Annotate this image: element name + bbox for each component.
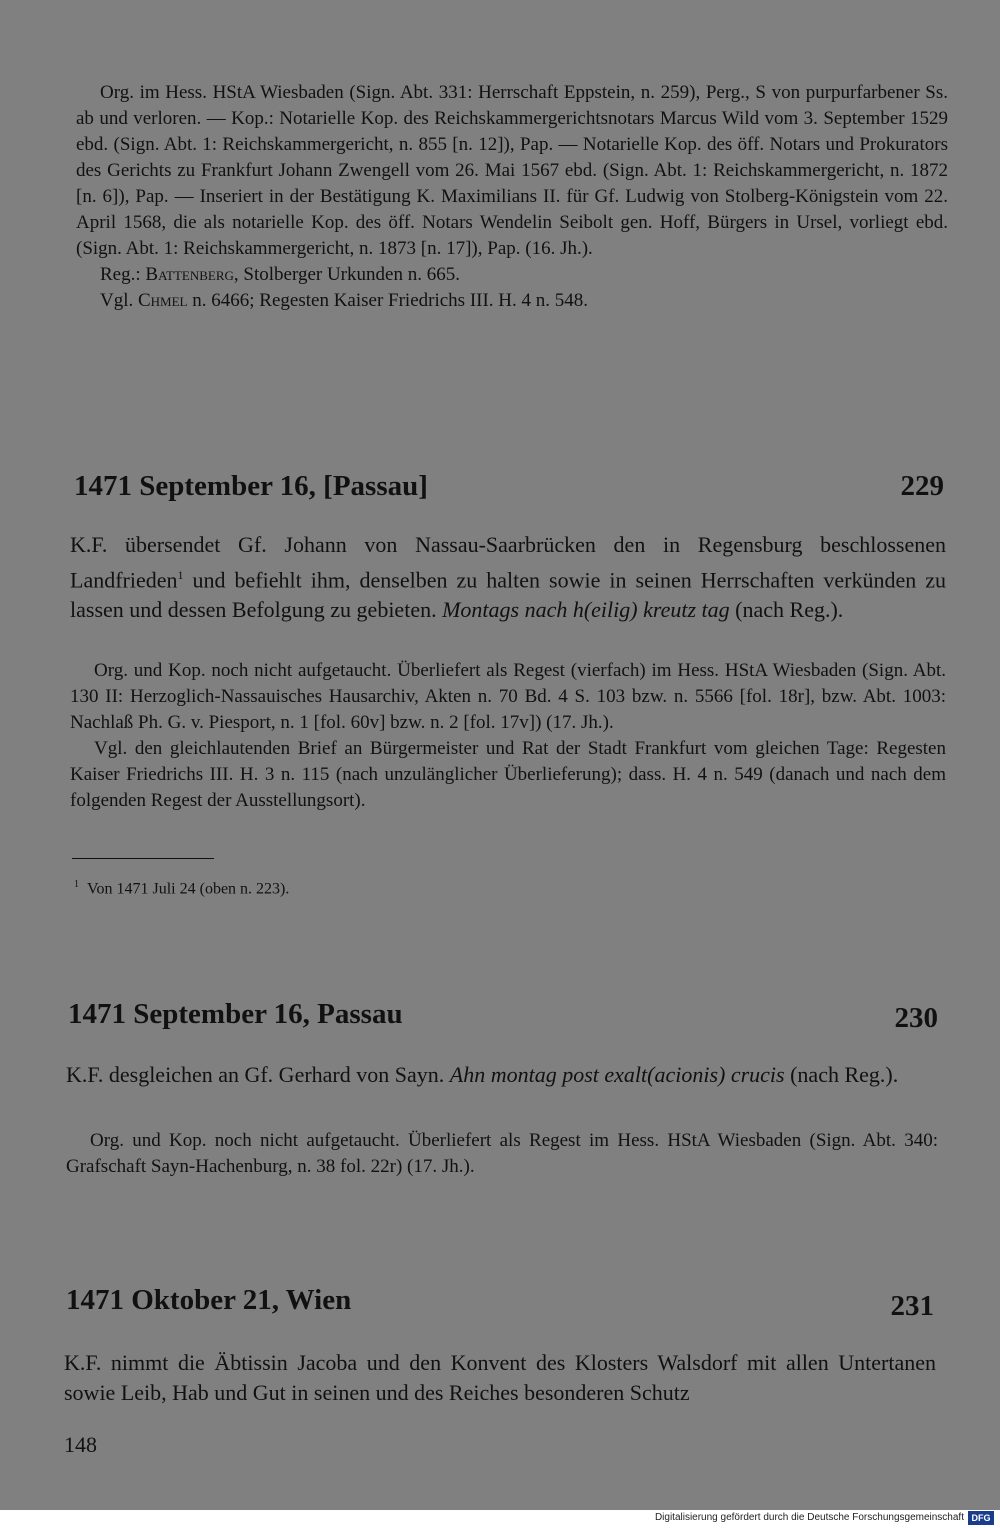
intro-reg-note: Reg.: Battenberg, Stolberger Urkunden n. 665. bbox=[100, 264, 460, 285]
entry-230-regest bbox=[66, 1060, 938, 1090]
footnote-rule bbox=[72, 858, 214, 859]
entry-231-main: K.F. nimmt die Äbtissin Jacoba und den Konvent des Klosters Walsdorf mit allen Untertanen sowie Leib, Hab und Gut in seinen und des Reiches besonderen Schutz bbox=[64, 1350, 936, 1405]
footnote-mark: 1 bbox=[177, 568, 184, 582]
entry-229-number: 229 bbox=[900, 470, 944, 502]
entry-231-number: 231 bbox=[890, 1290, 934, 1322]
author-chmel: Chmel bbox=[138, 290, 188, 311]
footer-credit: Digitalisierung gefördert durch die Deutsche Forschungsgemeinschaft bbox=[654, 1512, 964, 1523]
entry-230-main: K.F. desgleichen an Gf. Gerhard von Sayn. Ahn montag post exalt(acionis) crucis (nach Reg.). bbox=[66, 1062, 899, 1087]
entry-229-regest bbox=[70, 530, 946, 625]
intro-vgl-note: Vgl. Chmel n. 6466; Regesten Kaiser Friedrichs III. H. 4 n. 548. bbox=[100, 290, 589, 311]
entry-229-footnote: $^1$ Von 1471 Juli 24 (oben n. 223). bbox=[74, 879, 290, 898]
page-number: 148 bbox=[64, 1432, 97, 1457]
intro-notes bbox=[76, 80, 948, 314]
entry-231-regest bbox=[64, 1348, 936, 1408]
entry-229-main: K.F. übersendet Gf. Johann von Nassau-Saarbrücken den in Regensburg beschlossenen Landfrieden$^1$ und befiehlt ihm, denselben zu halten sowie in seinen Herrschaften verkünden zu lassen und dessen Befolgung zu gebieten. Montags nach h(eilig) kreutz tag (nach Reg.). bbox=[70, 532, 946, 623]
entry-229-heading: 1471 September 16, [Passau] bbox=[74, 470, 428, 502]
author-battenberg: Battenberg bbox=[145, 264, 234, 285]
entry-230-heading: 1471 September 16, Passau bbox=[68, 998, 403, 1030]
entry-230-notes bbox=[66, 1128, 938, 1180]
entry-229-archive-note: Org. und Kop. noch nicht aufgetaucht. Überliefert als Regest (vierfach) im Hess. HStA Wiesbaden (Sign. Abt. 130 II: Herzoglich-Nassauisches Hausarchiv, Akten n. 70 Bd. 4 S. 103 bzw. n. 5566 [fol. 18r], bzw. Abt. 1003: Nachlaß Ph. G. v. Piesport, n. 1 [fol. 60v] bzw. n. 2 [fol. 17v]) (17. Jh.). bbox=[70, 660, 946, 733]
dfg-logo-icon: DFG bbox=[968, 1511, 994, 1525]
intro-archive-note: Org. im Hess. HStA Wiesbaden (Sign. Abt. 331: Herrschaft Eppstein, n. 259), Perg., S von purpurfarbener Ss. ab und verloren. — Kop.: Notarielle Kop. des Reichskammergerichtsnotars Marcus Wild vom 3. September 1529 ebd. (Sign. Abt. 1: Reichskammergericht, n. 855 [n. 12]), Pap. — Notarielle Kop. des öff. Notars und Prokurators des Gerichts zu Frankfurt Johann Zwengell vom 26. Mai 1567 ebd. (Sign. Abt. 1: Reichskammergericht, n. 1872 [n. 6]), Pap. — Inseriert in der Bestätigung K. Maximilians II. für Gf. Ludwig von Stolberg-Königstein vom 22. April 1568, die als notarielle Kop. des öff. Notars Wendelin Seibolt gen. Hoff, Bürgers in Ursel, vorliegt ebd. (Sign. Abt. 1: Reichskammergericht, n. 1873 [n. 17]), Pap. (16. Jh.). bbox=[76, 82, 948, 259]
entry-230-number: 230 bbox=[894, 1002, 938, 1034]
entry-229-notes bbox=[70, 658, 946, 814]
entry-231-heading: 1471 Oktober 21, Wien bbox=[66, 1284, 352, 1316]
entry-229-vgl-note: Vgl. den gleichlautenden Brief an Bürgermeister und Rat der Stadt Frankfurt vom gleichen Tage: Regesten Kaiser Friedrichs III. H. 3 n. 115 (nach unzulänglicher Überlieferung); dass. H. 4 n. 549 (danach und nach dem folgenden Regest der Ausstellungsort). bbox=[70, 738, 946, 811]
entry-230-archive-note: Org. und Kop. noch nicht aufgetaucht. Überliefert als Regest im Hess. HStA Wiesbaden (Sign. Abt. 340: Grafschaft Sayn-Hachenburg, n. 38 fol. 22r) (17. Jh.). bbox=[66, 1130, 938, 1177]
